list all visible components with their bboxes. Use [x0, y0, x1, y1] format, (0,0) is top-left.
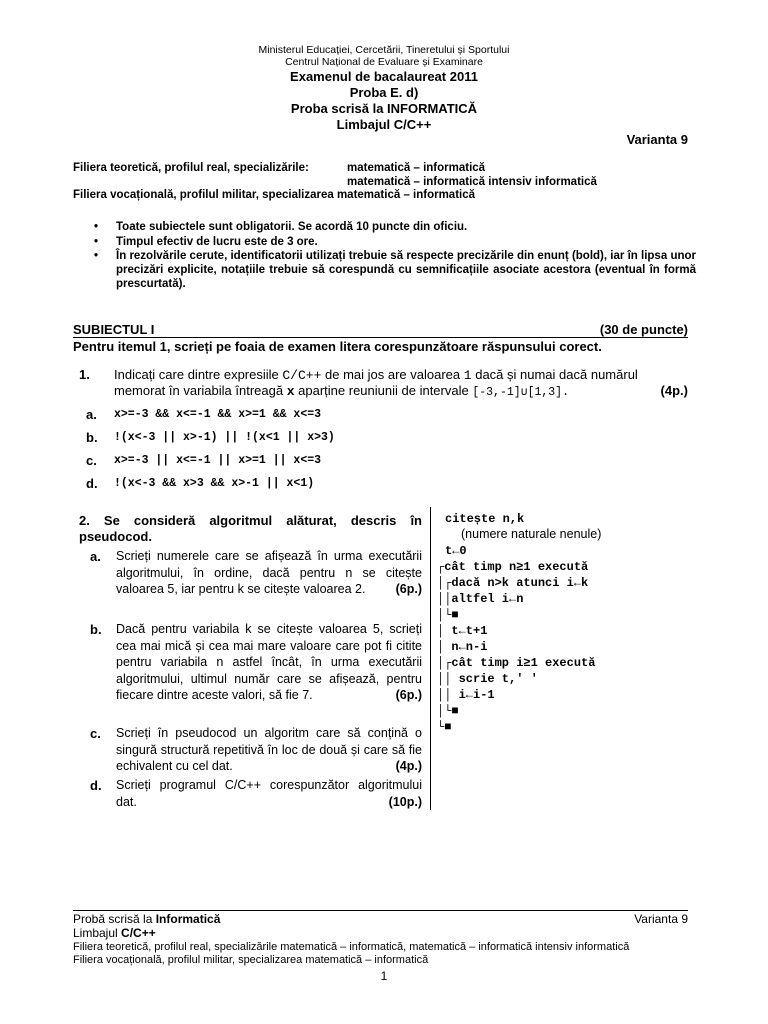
item1-text: dacă și numai dacă numărul	[475, 367, 638, 382]
subitem-points: (4p.)	[395, 759, 422, 774]
item1-text: memorat în variabila întreagă	[114, 383, 284, 398]
filiera-spec-2: matematică – informatică intensiv informatică	[347, 176, 597, 188]
pseudo-line: ││ scrie t,' '	[437, 672, 538, 686]
subitem-text: Scrieți numerele care se afișează în urma executării algoritmului, în ordine, dacă pentru n se citește valoarea 5, iar pentru k se citește valoarea 2.	[116, 549, 422, 597]
variant-label: Varianta 9	[626, 132, 688, 147]
instruction-item: • Timpul efectiv de lucru este de 3 ore.	[116, 235, 696, 249]
subject-underline	[73, 337, 688, 338]
item1-code-x: x	[286, 384, 295, 399]
subitem-points: (6p.)	[395, 582, 422, 597]
instruction-item: • Toate subiectele sunt obligatorii. Se acordă 10 puncte din oficiu.	[116, 220, 696, 234]
proba-scrisa-title: Proba scrisă la INFORMATICĂ	[290, 101, 478, 116]
subject-points: (30 de puncte)	[599, 322, 688, 337]
sub-letter: b.	[90, 622, 102, 637]
footer-variant: Varianta 9	[634, 912, 688, 926]
pseudo-line: │ n←n-i	[437, 640, 488, 654]
item1-code-interval: [-3,-1]∪[1,3].	[472, 386, 569, 399]
footer-line1	[73, 913, 220, 926]
subitem-a	[116, 548, 422, 598]
instruction-item: • În rezolvările cerute, identificatorii utilizați trebuie să respecte precizările din enunț (bold), iar în lipsa unor precizări explicite, notațiile trebuie să corespundă cu semnificațiile asociate acestora (eventual în formă prescurtată).	[116, 249, 696, 291]
pseudo-line: │└■	[437, 608, 459, 622]
exam-title: Examenul de bacalaureat 2011	[290, 69, 478, 84]
pseudo-line: ││altfel i←n	[437, 592, 524, 606]
pseudo-line: ┌cât timp n≥1 execută	[437, 560, 589, 574]
pseudo-line: │ t←t+1	[437, 624, 488, 638]
item1-text-line1	[114, 367, 689, 383]
item1-text: aparține reuniunii de intervale	[298, 383, 469, 398]
sub-letter: a.	[90, 549, 101, 564]
footer-subject: Informatică	[155, 912, 221, 926]
subitem-text: Scrieți programul C/C++ corespunzător algoritmului dat.	[116, 778, 422, 809]
footer-text: Probă scrisă la	[73, 912, 156, 926]
filiera-label: Filiera teoretică, profilul real, specializările:	[73, 162, 309, 174]
item1-number: 1.	[79, 367, 90, 382]
subitem-c	[116, 725, 422, 775]
pseudo-line: │└■	[437, 704, 459, 718]
option-letter: c.	[86, 453, 97, 468]
option-letter: a.	[86, 407, 97, 422]
subject-title: SUBIECTUL I	[73, 322, 155, 337]
item1-text: de mai jos are valoarea	[325, 367, 461, 382]
pseudo-comment: (numere naturale nenule)	[461, 527, 602, 541]
page-number: 1	[380, 969, 388, 983]
option-code: x>=-3 && x<=-1 && x>=1 && x<=3	[114, 408, 322, 421]
footer-line2	[73, 927, 156, 940]
subitem-b	[116, 621, 422, 704]
pseudo-line: ││ i←i-1	[437, 688, 495, 702]
pseudo-line: │┌cât timp i≥1 execută	[437, 656, 596, 670]
pseudo-line: t←0	[445, 544, 467, 558]
ministry-name: Ministerul Educației, Cercetării, Tineretului și Sportului	[258, 44, 510, 56]
footer-rule	[73, 910, 688, 911]
footer-filiera-vocational: Filiera vocațională, profilul militar, specializarea matematică – informatică	[73, 954, 429, 966]
footer-language: C/C++	[121, 926, 156, 940]
subitem-text: Scrieți în pseudocod un algoritm care să conțină o singură structură repetitivă în loc de două și care să fie echivalent cu cel dat.	[116, 726, 422, 774]
sub-letter: c.	[90, 726, 101, 741]
column-divider	[430, 507, 431, 810]
pseudo-line: │┌dacă n>k atunci i←k	[437, 576, 589, 590]
footer-text: Limbajul	[73, 926, 122, 940]
option-letter: d.	[86, 476, 98, 491]
item1-points: (4p.)	[660, 383, 688, 398]
sub-letter: d.	[90, 778, 102, 793]
language-title: Limbajul C/C++	[336, 117, 432, 132]
option-code: !(x<-3 && x>3 && x>-1 || x<1)	[114, 477, 315, 490]
subitem-text: Dacă pentru variabila k se citește valoarea 5, scrieți cea mai mică și cea mai mare valoare care pot fi citite pentru variabila n astfel încât, în urma executării algoritmului, ultimul număr care se afișează, pentru fiecare dintre aceste valori, să fie 7.	[116, 622, 422, 703]
option-code: x>=-3 || x<=-1 || x>=1 || x<=3	[114, 454, 322, 467]
filiera-spec-1: matematică – informatică	[347, 162, 486, 174]
proba-title: Proba E. d)	[349, 85, 419, 100]
pseudo-line: └■	[437, 720, 452, 734]
option-letter: b.	[86, 430, 98, 445]
item1-text-line2	[114, 383, 689, 399]
filiera-vocational: Filiera vocațională, profilul militar, specializarea matematică – informatică	[73, 189, 476, 201]
subitem-points: (10p.)	[388, 794, 422, 809]
item1-text: Indicați care dintre expresiile	[114, 367, 279, 382]
item1-code-one: 1	[463, 368, 472, 383]
pseudo-line: citește n,k	[445, 512, 525, 526]
item1-code-cc: C/C++	[282, 368, 322, 383]
subitem-d	[116, 777, 422, 810]
subitem-points: (6p.)	[395, 688, 422, 703]
subject-intro: Pentru itemul 1, scrieți pe foaia de examen litera corespunzătoare răspunsului corect.	[73, 339, 602, 354]
footer-filiera: Filiera teoretică, profilul real, specializările matematică – informatică, matematică – informatică intensiv informatică	[73, 941, 630, 953]
option-code: !(x<-3 || x>-1) || !(x<1 || x>3)	[114, 431, 335, 444]
center-name: Centrul Național de Evaluare și Examinare	[285, 56, 483, 68]
item2-heading: 2. Se consideră algoritmul alăturat, descris în pseudocod.	[79, 513, 422, 544]
